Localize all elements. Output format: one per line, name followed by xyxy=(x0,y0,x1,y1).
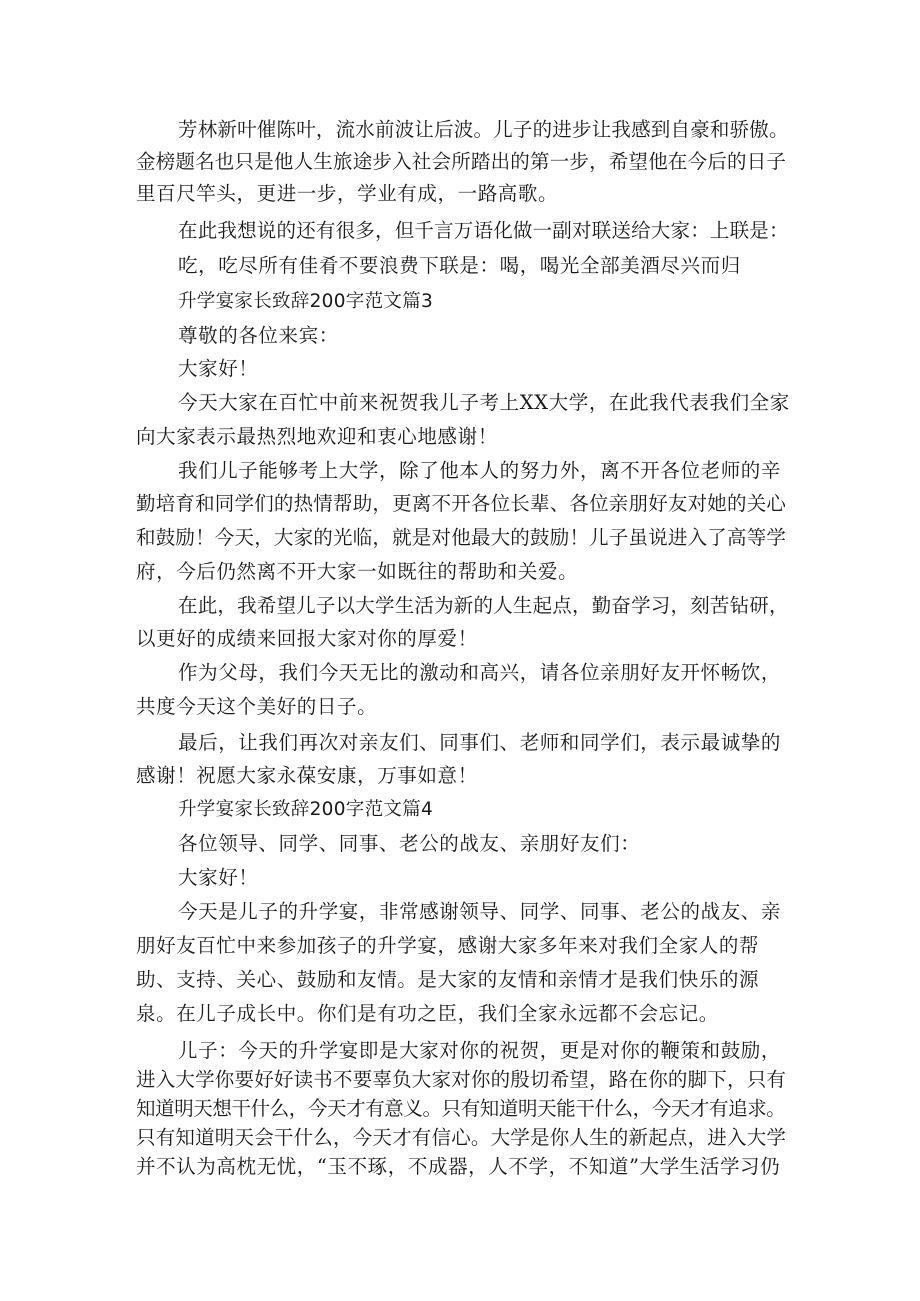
paragraph-line: 里百尺竿头，更进一步，学业有成，一路高歌。 xyxy=(136,182,559,205)
paragraph-line: 共度今天这个美好的日子。 xyxy=(136,695,378,718)
paragraph-line: 以更好的成绩来回报大家对你的厚爱！ xyxy=(136,627,478,650)
paragraph-line: 向大家表示最热烈地欢迎和衷心地感谢！ xyxy=(136,425,498,448)
paragraph-line: 我们儿子能够考上大学，除了他本人的努力外，离不开各位老师的辛 xyxy=(178,459,782,482)
paragraph-line: 勤培育和同学们的热情帮助，更离不开各位长辈、各位亲朋好友对她的关心 xyxy=(136,492,787,515)
paragraph-line: 作为父母，我们今天无比的激动和高兴，请各位亲朋好友开怀畅饮， xyxy=(178,661,782,684)
greeting: 大家好！ xyxy=(178,866,259,889)
paragraph-line: 感谢！祝愿大家永葆安康，万事如意！ xyxy=(136,764,478,787)
paragraph-line: 知道明天想干什么，今天才有意义。只有知道明天能干什么，今天才有追求。 xyxy=(136,1097,786,1120)
paragraph-line: 进入大学你要好好读书不要辜负大家对你的殷切希望，路在你的脚下，只有 xyxy=(136,1068,787,1091)
paragraph-line: 朋好友百忙中来参加孩子的升学宴，感谢大家多年来对我们全家人的帮 xyxy=(136,934,760,957)
paragraph-line: 芳林新叶催陈叶，流水前波让后波。儿子的进步让我感到自豪和骄傲。 xyxy=(178,118,789,141)
section-heading: 升学宴家长致辞200字范文篇4 xyxy=(178,799,434,820)
paragraph-line: 和鼓励！今天，大家的光临，就是对他最大的鼓励！儿子虽说进入了高等学 xyxy=(136,526,787,549)
paragraph-line: 泉。在儿子成长中。你们是有功之臣，我们全家永远都不会忘记。 xyxy=(136,1002,719,1025)
paragraph-line: 只有知道明天会干什么，今天才有信心。大学是你人生的新起点，进入大学 xyxy=(136,1126,787,1149)
section-heading: 升学宴家长致辞200字范文篇3 xyxy=(178,291,434,312)
paragraph-line: 最后，让我们再次对亲友们、同事们、老师和同学们，表示最诚挚的 xyxy=(178,731,782,754)
paragraph-line: 金榜题名也只是他人生旅途步入社会所踏出的第一步，希望他在今后的日子 xyxy=(136,150,787,173)
salutation: 尊敬的各位来宾： xyxy=(178,324,339,347)
paragraph-line: 并不认为高枕无忧，“玉不琢，不成器，人不学，不知道”大学生活学习仍 xyxy=(136,1155,781,1178)
paragraph-line: 今天大家在百忙中前来祝贺我儿子考上XX大学，在此我代表我们全家 xyxy=(178,391,790,414)
paragraph-line: 儿子：今天的升学宴即是大家对你的祝贺，更是对你的鞭策和鼓励， xyxy=(178,1039,782,1062)
paragraph-line: 在此，我希望儿子以大学生活为新的人生起点，勤奋学习，刻苦钻研， xyxy=(178,594,789,617)
salutation: 各位领导、同学、同事、老公的战友、亲朋好友们： xyxy=(178,832,641,855)
paragraph-line: 吃，吃尽所有佳肴不要浪费下联是：喝，喝光全部美酒尽兴而归 xyxy=(178,254,741,277)
paragraph-line: 在此我想说的还有很多，但千言万语化做一副对联送给大家：上联是： xyxy=(178,219,789,242)
paragraph-line: 助、支持、关心、鼓励和友情。是大家的友情和亲情才是我们快乐的源 xyxy=(136,968,760,991)
paragraph-line: 今天是儿子的升学宴，非常感谢领导、同学、同事、老公的战友、亲 xyxy=(178,900,782,923)
greeting: 大家好！ xyxy=(178,357,259,380)
paragraph-line: 府，今后仍然离不开大家一如既往的帮助和关爱。 xyxy=(136,560,579,583)
